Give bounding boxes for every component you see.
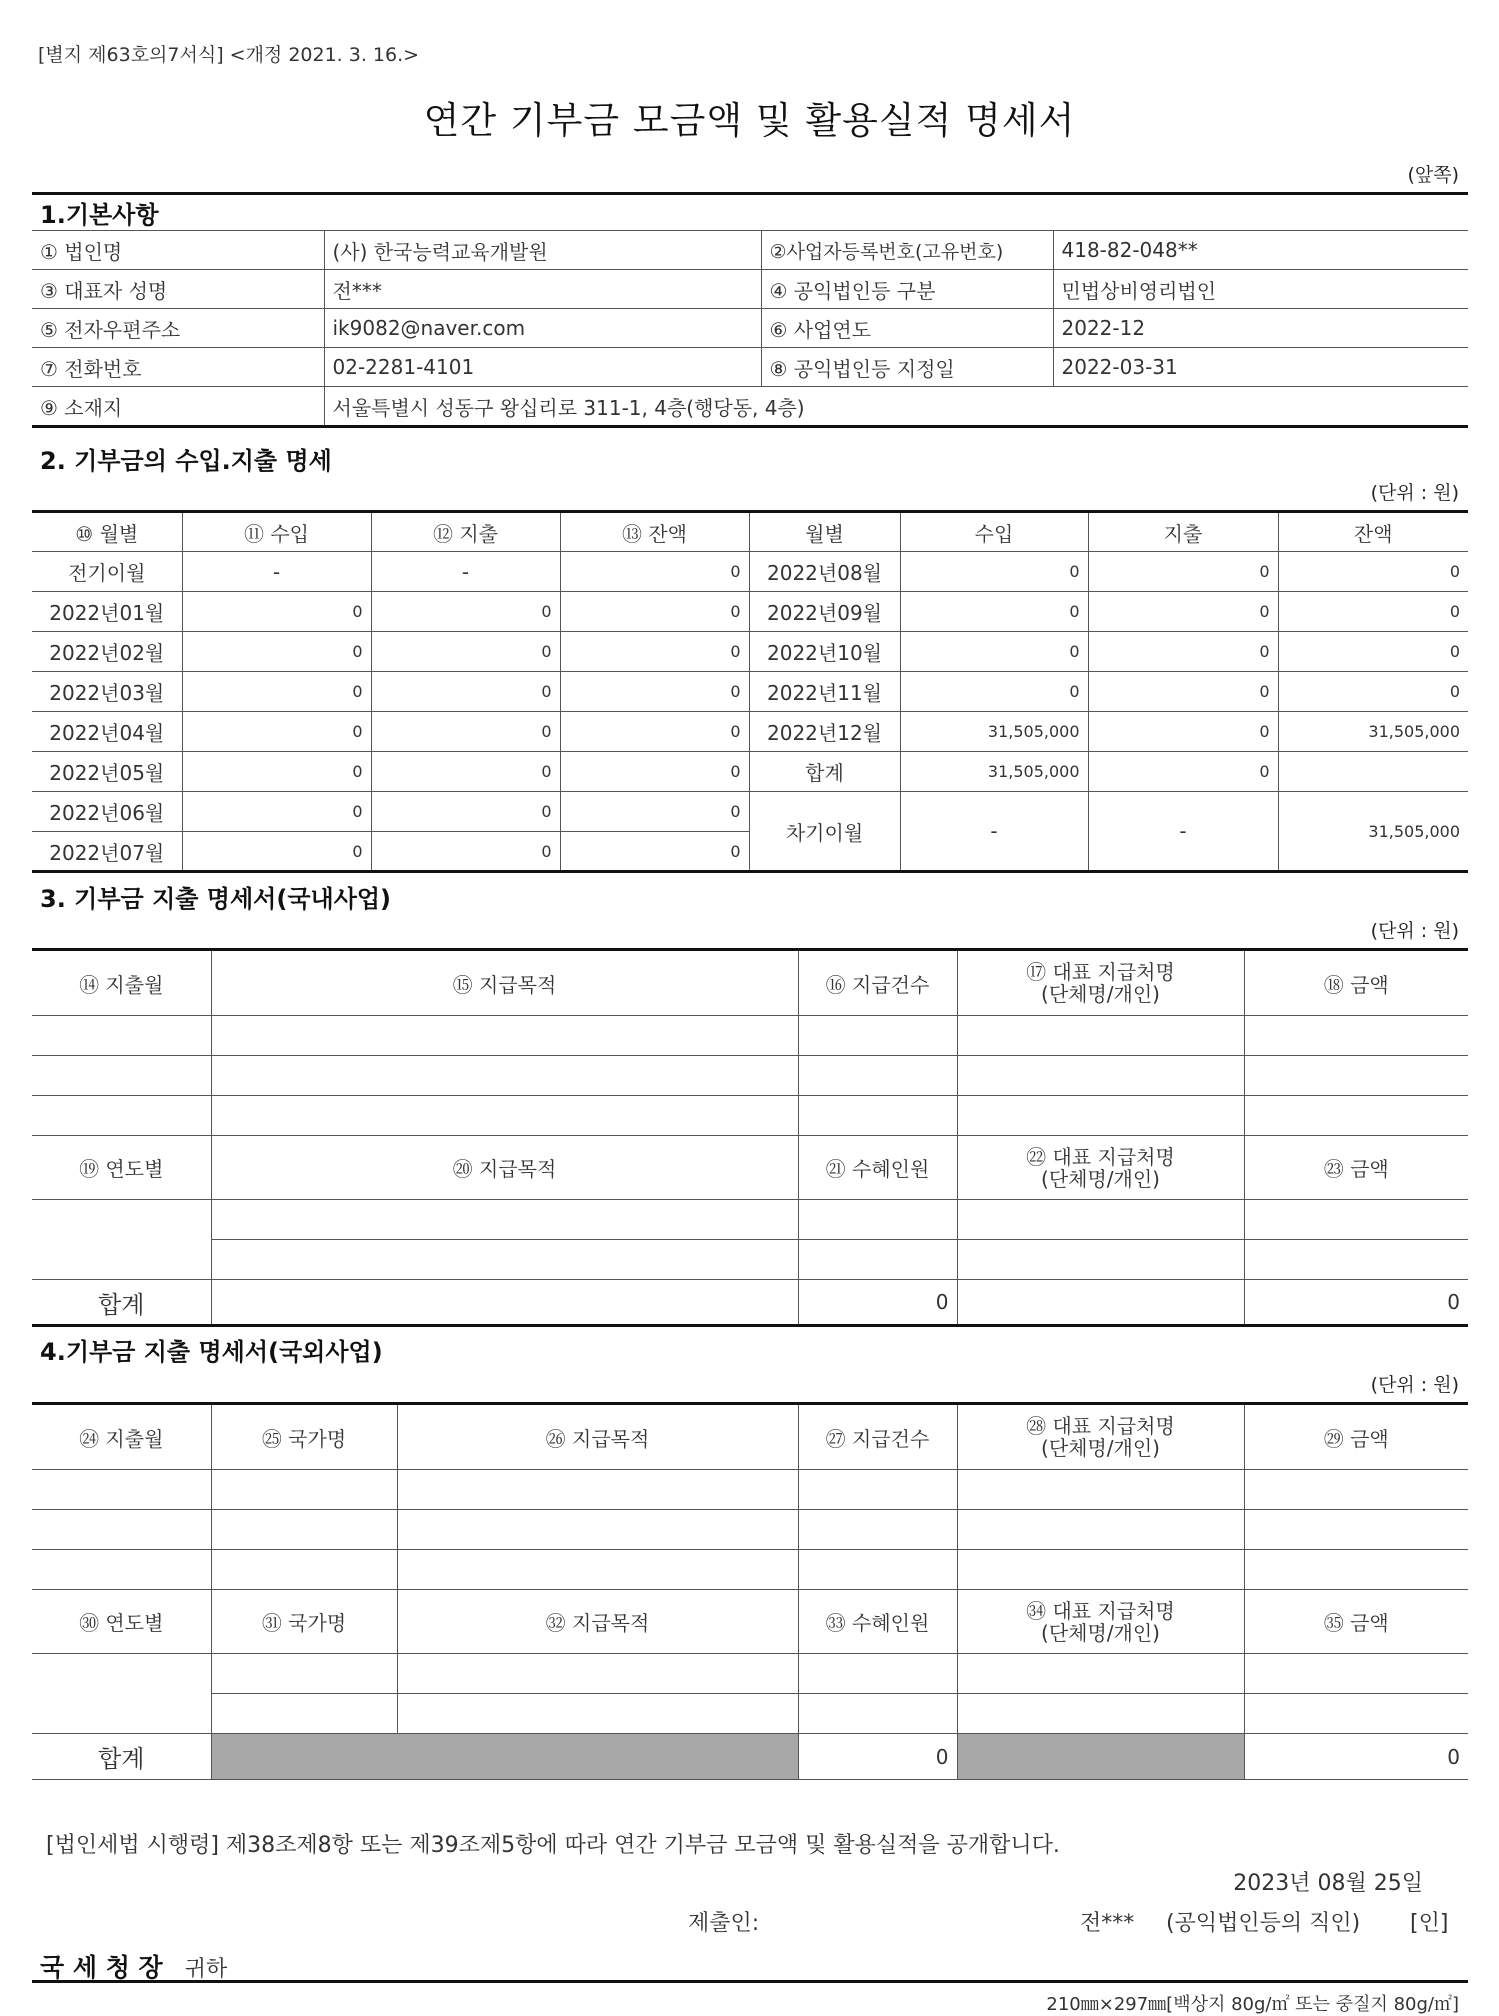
expense-cell: 0 xyxy=(1088,672,1278,712)
col-header: ㉚ 연도별 xyxy=(32,1590,211,1654)
side-label: (앞쪽) xyxy=(1407,164,1459,186)
col-header: ⑭ 지출월 xyxy=(32,950,211,1016)
month-cell: 2022년10월 xyxy=(749,632,900,672)
header-line: ㉘ 대표 지급처명 xyxy=(1026,1414,1175,1438)
shaded-cell xyxy=(211,1734,798,1780)
info-value: 민법상비영리법인 xyxy=(1053,270,1468,309)
expense-cell: 0 xyxy=(371,592,560,632)
table-row xyxy=(32,632,1468,672)
legal-notice: [법인세법 시행령] 제38조제8항 또는 제39조제5항에 따라 연간 기부금 모금액 및 활용실적을 공개합니다. xyxy=(46,1833,1060,1858)
col-header: ㉓ 금액 xyxy=(1244,1136,1468,1200)
col-header: ⑱ 금액 xyxy=(1244,950,1468,1016)
col-header xyxy=(957,1404,1244,1470)
expense-cell: 0 xyxy=(371,632,560,672)
col-header: ㉜ 지급목적 xyxy=(397,1590,798,1654)
col-header xyxy=(957,950,1244,1016)
income-cell: 31,505,000 xyxy=(900,752,1088,792)
table-row xyxy=(32,672,1468,712)
section-4-heading: 4.기부금 지출 명세서(국외사업) xyxy=(40,1338,383,1366)
expense-cell: 0 xyxy=(1088,712,1278,752)
month-cell: 2022년05월 xyxy=(32,752,182,792)
balance-cell: 0 xyxy=(560,752,749,792)
income-cell: 0 xyxy=(182,712,371,752)
expense-cell: 0 xyxy=(371,672,560,712)
recipient-suffix: 귀하 xyxy=(184,1957,228,1982)
info-label: ⑤ 전자우편주소 xyxy=(32,309,324,348)
table-row xyxy=(32,712,1468,752)
info-row xyxy=(32,270,1468,309)
month-cell: 2022년06월 xyxy=(32,792,182,832)
col-header: ㉛ 국가명 xyxy=(211,1590,397,1654)
table-row xyxy=(32,1654,1468,1694)
col-header: ⑯ 지급건수 xyxy=(798,950,957,1016)
expense-cell: 0 xyxy=(371,792,560,832)
expense-cell: 0 xyxy=(1088,752,1278,792)
table-row xyxy=(32,1550,1468,1590)
info-value: 전*** xyxy=(324,270,761,309)
total-label: 합계 xyxy=(32,1734,211,1780)
table-header-row xyxy=(32,1404,1468,1470)
info-label: ②사업자등록번호(고유번호) xyxy=(761,231,1053,270)
info-row xyxy=(32,348,1468,387)
month-cell: 2022년08월 xyxy=(749,552,900,592)
recipient xyxy=(40,1948,227,1984)
total-count: 0 xyxy=(798,1734,957,1780)
address-value: 서울특별시 성동구 왕십리로 311-1, 4층(행당동, 4층) xyxy=(324,387,1468,427)
balance-cell: 0 xyxy=(1278,552,1468,592)
table-row xyxy=(32,1510,1468,1550)
balance-cell: 0 xyxy=(560,632,749,672)
table-row xyxy=(32,552,1468,592)
carry-over-balance: 31,505,000 xyxy=(1278,792,1468,872)
income-cell: 0 xyxy=(182,832,371,872)
header-line: (단체명/개인) xyxy=(1041,1166,1160,1191)
section-2-heading: 2. 기부금의 수입.지출 명세 xyxy=(40,447,332,475)
col-header xyxy=(957,1136,1244,1200)
balance-cell: 0 xyxy=(1278,592,1468,632)
expense-cell: 0 xyxy=(1088,552,1278,592)
bottom-divider xyxy=(32,1980,1468,1983)
header-line: (단체명/개인) xyxy=(1041,982,1160,1006)
total-amount: 0 xyxy=(1244,1734,1468,1780)
info-label: ① 법인명 xyxy=(32,231,324,270)
unit-label: (단위 : 원) xyxy=(1370,1374,1459,1396)
expense-cell: 0 xyxy=(1088,632,1278,672)
col-header: ⑮ 지급목적 xyxy=(211,950,798,1016)
expense-cell: 0 xyxy=(371,832,560,872)
month-cell: 2022년04월 xyxy=(32,712,182,752)
info-label: ④ 공익법인등 구분 xyxy=(761,270,1053,309)
table-row xyxy=(32,1056,1468,1096)
expense-cell: 0 xyxy=(1088,592,1278,632)
section-3-heading: 3. 기부금 지출 명세서(국내사업) xyxy=(40,885,392,913)
address-label: ⑨ 소재지 xyxy=(32,387,324,427)
header-line: ㉒ 대표 지급처명 xyxy=(1026,1144,1175,1169)
info-label: ⑧ 공익법인등 지정일 xyxy=(761,348,1053,387)
info-label: ⑦ 전화번호 xyxy=(32,348,324,387)
balance-cell: 0 xyxy=(560,792,749,832)
col-header: ㉖ 지급목적 xyxy=(397,1404,798,1470)
carry-over-label: 차기이월 xyxy=(749,792,900,872)
info-value: ik9082@naver.com xyxy=(324,309,761,348)
income-cell: 31,505,000 xyxy=(900,712,1088,752)
expense-cell: 0 xyxy=(371,752,560,792)
income-expense-table xyxy=(32,510,1468,873)
seal-mark: [인] xyxy=(1410,1911,1449,1936)
total-label: 합계 xyxy=(749,752,900,792)
month-cell: 2022년02월 xyxy=(32,632,182,672)
header-line: (단체명/개인) xyxy=(1041,1620,1160,1645)
income-cell: 0 xyxy=(182,672,371,712)
col-header: ㉙ 금액 xyxy=(1244,1404,1468,1470)
balance-cell xyxy=(1278,752,1468,792)
form-number: [별지 제63호의7서식] <개정 2021. 3. 16.> xyxy=(38,44,420,66)
month-cell: 2022년01월 xyxy=(32,592,182,632)
info-label: ⑥ 사업연도 xyxy=(761,309,1053,348)
income-cell: 0 xyxy=(900,672,1088,712)
col-header: 잔액 xyxy=(1278,512,1468,552)
month-cell: 2022년07월 xyxy=(32,832,182,872)
submit-date: 2023년 08월 25일 xyxy=(1233,1871,1423,1896)
table-row xyxy=(32,752,1468,792)
total-row xyxy=(32,1734,1468,1780)
info-value: 02-2281-4101 xyxy=(324,348,761,387)
col-header: ⑫ 지출 xyxy=(371,512,560,552)
header-line: ⑰ 대표 지급처명 xyxy=(1026,960,1175,984)
balance-cell: 0 xyxy=(560,672,749,712)
balance-cell: 31,505,000 xyxy=(1278,712,1468,752)
balance-cell: 0 xyxy=(560,712,749,752)
info-row xyxy=(32,309,1468,348)
submitter-label: 제출인: xyxy=(688,1911,760,1936)
recipient-name: 국 세 청 장 xyxy=(40,1953,163,1982)
total-label: 합계 xyxy=(32,1280,211,1326)
table-header-row xyxy=(32,1590,1468,1654)
balance-cell: 0 xyxy=(560,592,749,632)
header-line: (단체명/개인) xyxy=(1041,1436,1160,1460)
unit-label: (단위 : 원) xyxy=(1370,920,1459,942)
section-1-heading: 1.기본사항 xyxy=(32,194,1468,231)
submitter-name: 전*** xyxy=(1080,1911,1135,1936)
table-row xyxy=(32,1200,1468,1240)
domestic-expense-table xyxy=(32,948,1468,1327)
balance-cell: 0 xyxy=(1278,672,1468,712)
unit-label: (단위 : 원) xyxy=(1370,482,1459,504)
col-header: 수입 xyxy=(900,512,1088,552)
carry-over-income: - xyxy=(900,792,1088,872)
col-header: ㉔ 지출월 xyxy=(32,1404,211,1470)
table-row xyxy=(32,1240,1468,1280)
total-amount: 0 xyxy=(1244,1280,1468,1326)
col-header: ⑬ 잔액 xyxy=(560,512,749,552)
month-cell: 2022년03월 xyxy=(32,672,182,712)
balance-cell: 0 xyxy=(1278,632,1468,672)
col-header: ㉗ 지급건수 xyxy=(798,1404,957,1470)
paper-spec: 210㎜×297㎜[백상지 80g/㎡ 또는 중질지 80g/㎡] xyxy=(1046,1994,1459,2015)
info-value: (사) 한국능력교육개발원 xyxy=(324,231,761,270)
income-cell: 0 xyxy=(900,552,1088,592)
total-row xyxy=(32,1280,1468,1326)
income-cell: 0 xyxy=(182,792,371,832)
overseas-expense-table xyxy=(32,1402,1468,1780)
table-row xyxy=(32,1470,1468,1510)
col-header: ㉝ 수혜인원 xyxy=(798,1590,957,1654)
balance-cell: 0 xyxy=(560,552,749,592)
expense-cell: 0 xyxy=(371,712,560,752)
total-count: 0 xyxy=(798,1280,957,1326)
expense-cell: - xyxy=(371,552,560,592)
info-value: 418-82-048** xyxy=(1053,231,1468,270)
col-header xyxy=(957,1590,1244,1654)
carry-over-expense: - xyxy=(1088,792,1278,872)
col-header: ⑲ 연도별 xyxy=(32,1136,211,1200)
table-row xyxy=(32,792,1468,832)
info-row xyxy=(32,231,1468,270)
month-cell: 2022년12월 xyxy=(749,712,900,752)
month-cell: 전기이월 xyxy=(32,552,182,592)
table-row xyxy=(32,1694,1468,1734)
info-row xyxy=(32,387,1468,427)
page-title: 연간 기부금 모금액 및 활용실적 명세서 xyxy=(423,99,1076,142)
income-cell: - xyxy=(182,552,371,592)
income-cell: 0 xyxy=(900,592,1088,632)
col-header: ㉟ 금액 xyxy=(1244,1590,1468,1654)
col-header: ⑩ 월별 xyxy=(32,512,182,552)
month-cell: 2022년09월 xyxy=(749,592,900,632)
col-header: 월별 xyxy=(749,512,900,552)
info-label: ③ 대표자 성명 xyxy=(32,270,324,309)
table-row xyxy=(32,592,1468,632)
basic-info-table xyxy=(32,192,1468,428)
table-header-row xyxy=(32,950,1468,1016)
income-cell: 0 xyxy=(182,632,371,672)
income-cell: 0 xyxy=(900,632,1088,672)
table-header-row xyxy=(32,512,1468,552)
col-header: ⑪ 수입 xyxy=(182,512,371,552)
header-line: ㉞ 대표 지급처명 xyxy=(1026,1598,1175,1623)
col-header: ㉕ 국가명 xyxy=(211,1404,397,1470)
balance-cell: 0 xyxy=(560,832,749,872)
table-header-row xyxy=(32,1136,1468,1200)
table-row xyxy=(32,1016,1468,1056)
info-value: 2022-12 xyxy=(1053,309,1468,348)
table-row xyxy=(32,1096,1468,1136)
submitter-role: (공익법인등의 직인) xyxy=(1166,1911,1361,1936)
col-header: ⑳ 지급목적 xyxy=(211,1136,798,1200)
month-cell: 2022년11월 xyxy=(749,672,900,712)
shaded-cell xyxy=(957,1734,1244,1780)
income-cell: 0 xyxy=(182,752,371,792)
income-cell: 0 xyxy=(182,592,371,632)
col-header: ㉑ 수혜인원 xyxy=(798,1136,957,1200)
col-header: 지출 xyxy=(1088,512,1278,552)
info-value: 2022-03-31 xyxy=(1053,348,1468,387)
